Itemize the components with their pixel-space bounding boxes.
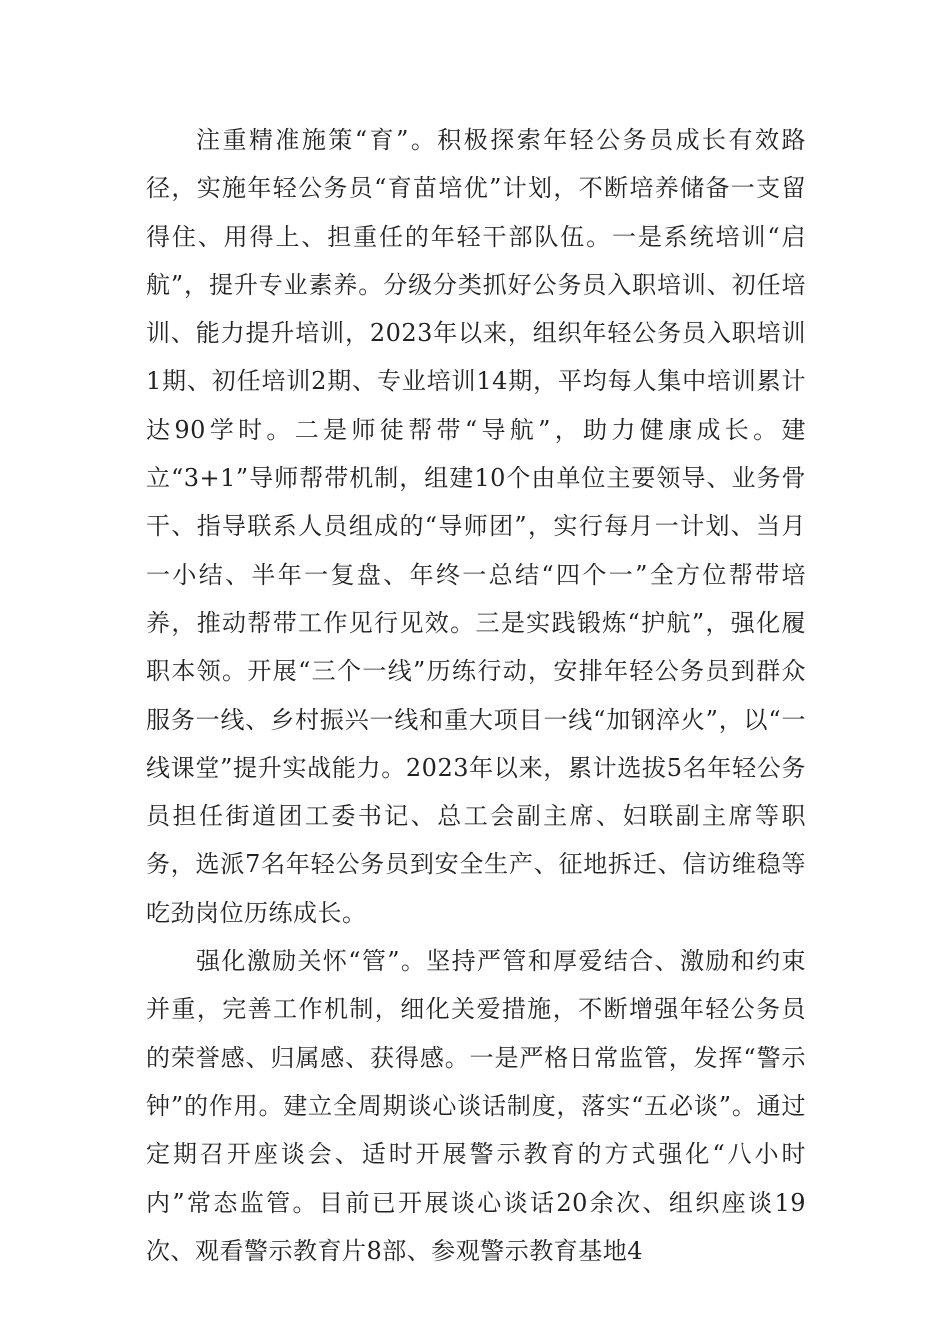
paragraph-cultivation: 注重精准施策“育”。积极探索年轻公务员成长有效路径，实施年轻公务员“育苗培优”计划，不断培养储备一支留得住、用得上、担重任的年轻干部队伍。一是系统培训“启航”，提升专业素养。分级分类抓好公务员入职培训、初任培训、能力提升培训，2023年以来，组织年轻公务员入职培训1期、初任培训2期、专业培训14期，平均每人集中培训累计达90学时。二是师徒帮带“导航”，助力健康成长。建立“3+1”导师帮带机制，组建10个由单位主要领导、业务骨干、指导联系人员组成的“导师团”，实行每月一计划、当月一小结、半年一复盘、年终一总结“四个一”全方位帮带培养，推动帮带工作见行见效。三是实践锻炼“护航”，强化履职本领。开展“三个一线”历练行动，安排年轻公务员到群众服务一线、乡村振兴一线和重大项目一线“加钢淬火”，以“一线课堂”提升实战能力。2023年以来，累计选拔5名年轻公务员担任街道团工委书记、总工会副主席、妇联副主席等职务，选派7名年轻公务员到安全生产、征地拆迁、信访维稳等吃劲岗位历练成长。 xyxy=(146,126,806,927)
paragraph-management: 强化激励关怀“管”。坚持严管和厚爱结合、激励和约束并重，完善工作机制，细化关爱措施，不断增强年轻公务员的荣誉感、归属感、获得感。一是严格日常监管，发挥“警示钟”的作用。建立全周期谈心谈话制度，落实“五必谈”。通过定期召开座谈会、适时开展警示教育的方式强化“八小时内”常态监管。目前已开展谈心谈话20余次、组织座谈19次、观看警示教育片8部、参观警示教育基地4 xyxy=(146,947,806,1265)
document-body xyxy=(146,116,806,1275)
